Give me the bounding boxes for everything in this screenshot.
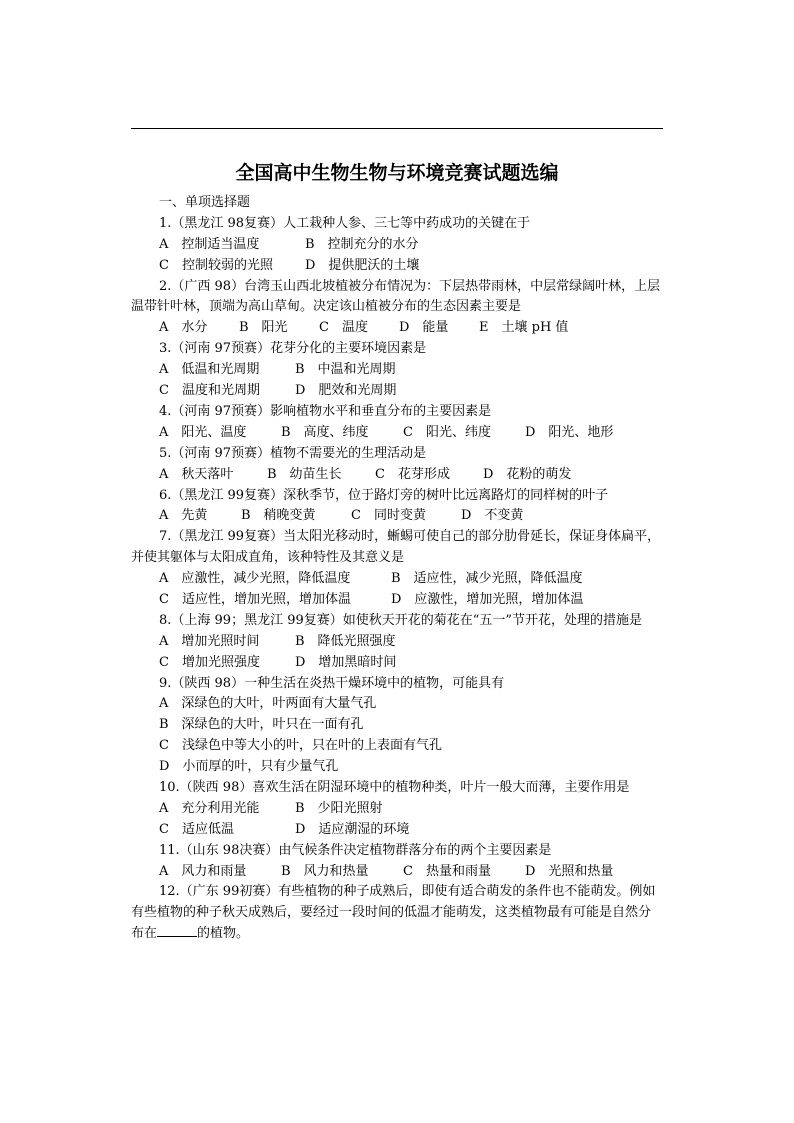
option: A 风力和雨量 — [159, 863, 247, 879]
question-list — [131, 193, 663, 945]
option: C 温度 — [319, 320, 368, 336]
option: D 光照和热量 — [525, 863, 614, 879]
option: C 适应低温 — [159, 821, 234, 837]
option-row — [131, 799, 663, 820]
option: A 低温和光周期 — [159, 362, 260, 378]
option: C 热量和雨量 — [403, 863, 491, 879]
option: D 能量 — [399, 320, 449, 336]
question-stem — [131, 882, 663, 945]
option-row — [131, 235, 663, 256]
option: D 不变黄 — [461, 508, 524, 524]
option: B 高度、纬度 — [281, 424, 369, 440]
option: D 增加黑暗时间 — [295, 654, 397, 670]
option: B 幼苗生长 — [267, 466, 342, 482]
option-row — [131, 715, 663, 736]
option: D 花粉的萌发 — [483, 466, 572, 482]
option-row — [131, 862, 663, 883]
option: B 阳光 — [239, 320, 288, 336]
option: A 先黄 — [159, 508, 208, 524]
option: A 增加光照时间 — [159, 633, 260, 649]
option-row — [131, 820, 663, 841]
option-row — [131, 423, 663, 444]
option: A 充分利用光能 — [159, 800, 260, 816]
option: D 提供肥沃的土壤 — [305, 257, 420, 273]
question-text: 的植物。 — [197, 926, 250, 942]
question-stem: 10.（陕西 98）喜欢生活在阴湿环境中的植物种类，叶片一般大而薄，主要作用是 — [159, 780, 630, 796]
option-row — [131, 757, 663, 778]
question-stem: 2.（广西 98）台湾玉山西北坡植被分布情况为：下层热带雨林，中层常绿阔叶林，上层温带针叶林，顶端为高山草甸。决定该山植被分布的生态因素主要是 — [131, 278, 661, 315]
option: D 阳光、地形 — [525, 424, 614, 440]
option: B 降低光照强度 — [295, 633, 396, 649]
page-title: 全国高中生物生物与环境竞赛试题选编 — [235, 162, 559, 184]
section-heading: 一、单项选择题 — [159, 195, 251, 210]
option: C 温度和光周期 — [159, 383, 260, 399]
option: D 应激性，增加光照，增加体温 — [391, 591, 584, 607]
answer-blank — [157, 924, 197, 937]
option-row — [131, 653, 663, 674]
option: C 增加光照强度 — [159, 654, 260, 670]
option: C 同时变黄 — [351, 508, 426, 524]
question-stem: 3.（河南 97预赛）花芽分化的主要环境因素是 — [159, 341, 427, 357]
question-stem: 7.（黑龙江 99复赛）当太阳光移动时，蜥蜴可使自己的部分肋骨延长，保证身体扁平，并使其躯体与太阳成直角，该种特性及其意义是 — [131, 529, 661, 566]
option-row — [131, 318, 663, 339]
option: B 适应性，减少光照，降低温度 — [391, 571, 583, 587]
header-rule — [131, 128, 663, 129]
option: D 肥效和光周期 — [295, 383, 397, 399]
option-row — [131, 569, 663, 590]
option-row — [131, 256, 663, 277]
option: C 花芽形成 — [375, 466, 450, 482]
option: A 应激性，减少光照，降低温度 — [159, 571, 351, 587]
question-stem: 6.（黑龙江 99复赛）深秋季节，位于路灯旁的树叶比远离路灯的同样树的叶子 — [159, 487, 609, 503]
option-row — [131, 694, 663, 715]
option: B 风力和热量 — [281, 863, 369, 879]
option: B 深绿色的大叶，叶只在一面有孔 — [159, 717, 364, 733]
option: A 秋天落叶 — [159, 466, 234, 482]
option: C 控制较弱的光照 — [159, 257, 273, 273]
option: B 少阳光照射 — [295, 800, 383, 816]
question-stem: 5.（河南 97预赛）植物不需要光的生理活动是 — [159, 445, 427, 461]
question-stem: 11.（山东 98决赛）由气候条件决定植物群落分布的两个主要因素是 — [159, 842, 552, 858]
option: A 水分 — [159, 320, 208, 336]
option-row — [131, 381, 663, 402]
question-stem: 4.（河南 97预赛）影响植物水平和垂直分布的主要因素是 — [159, 403, 492, 419]
option: B 稍晚变黄 — [241, 508, 316, 524]
option: B 控制充分的水分 — [305, 236, 419, 252]
option-row — [131, 360, 663, 381]
option: B 中温和光周期 — [295, 362, 396, 378]
option-row — [131, 736, 663, 757]
option: A 深绿色的大叶，叶两面有大量气孔 — [159, 696, 377, 712]
option-row — [131, 506, 663, 527]
option: D 小而厚的叶，只有少量气孔 — [159, 759, 339, 775]
option: D 适应潮湿的环境 — [295, 821, 410, 837]
question-text: 12.（广东 99初赛）有些植物的种子成熟后，即使有适合萌发的条件也不能萌发。例如有些植物的种子秋天成熟后，要经过一段时间的低温才能萌发，这类植物最有可能是自然分布在 — [131, 884, 656, 942]
option: C 阳光、纬度 — [403, 424, 491, 440]
option-row — [131, 632, 663, 653]
option: A 控制适当温度 — [159, 236, 260, 252]
question-stem: 8.（上海 99；黑龙江 99复赛）如使秋天开花的菊花在“五一”节开花，处理的措施是 — [159, 612, 643, 628]
question-stem: 9.（陕西 98）一种生活在炎热干燥环境中的植物，可能具有 — [159, 675, 505, 691]
option: C 浅绿色中等大小的叶，只在叶的上表面有气孔 — [159, 738, 442, 754]
option-row — [131, 590, 663, 611]
option-row — [131, 465, 663, 486]
option: E 土壤 pH 值 — [479, 320, 569, 336]
question-stem: 1.（黑龙江 98复赛）人工栽种人参、三七等中药成功的关键在于 — [159, 215, 531, 231]
option: C 适应性，增加光照，增加体温 — [159, 591, 351, 607]
option: A 阳光、温度 — [159, 424, 247, 440]
